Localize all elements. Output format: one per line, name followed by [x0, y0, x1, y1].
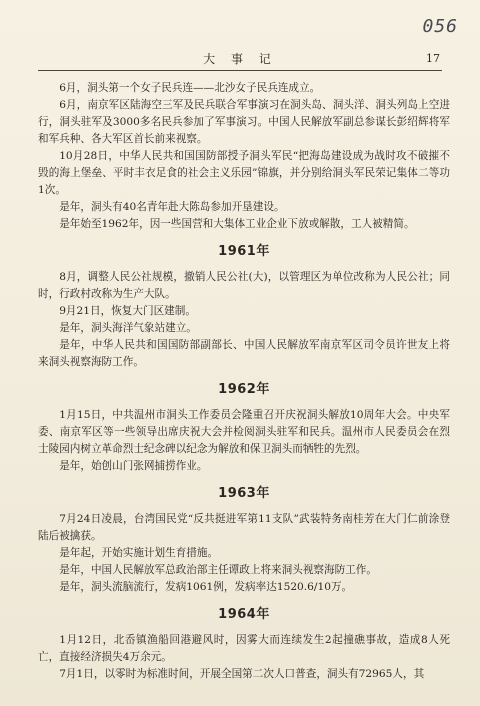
entry-paragraph: 是年，始创山门张网捕捞作业。: [59, 460, 208, 472]
entry-paragraph: 是年起，开始实施计划生育措施。: [59, 547, 219, 559]
entry-paragraph: 10月28日，中华人民共和国国防部授予洞头军民“把海岛建设成为战时攻不破摧不毁的海上堡垒、平时丰衣足食的社会主义乐园”锦旗，并分别给洞头军民荣记集体二等功1次。: [38, 150, 450, 196]
handwritten-page-stamp: 056: [422, 16, 458, 37]
entry-paragraph: 9月21日，恢复大门区建制。: [59, 305, 196, 317]
entry-paragraph: 1月12日，北岙镇渔船回港避风时，因雾大而连续发生2起撞礁事故，造成8人死亡，直接经济损失4万余元。: [38, 634, 450, 663]
running-header: [38, 48, 442, 71]
section-1963: [38, 485, 450, 596]
entry-paragraph: 6月，洞头第一个女子民兵连——北沙女子民兵连成立。: [59, 82, 321, 94]
section-1961: [38, 243, 450, 371]
year-heading: 1961年: [218, 244, 270, 259]
year-heading: 1962年: [218, 382, 270, 397]
entry-paragraph: 6月，南京军区陆海空三军及民兵联合军事演习在洞头岛、洞头洋、洞头列岛上空进行，洞头驻军及3000多名民兵参加了军事演习。中国人民解放军副总参谋长彭绍辉将军和军兵种、各大军区首长前来视察。: [38, 99, 450, 145]
entry-paragraph: 是年始至1962年，因一些国营和大集体工业企业下放或解散，工人被精简。: [59, 218, 415, 230]
year-heading: 1963年: [218, 486, 270, 501]
entry-paragraph: 是年，洞头流脑流行，发病1061例，发病率达1520.6/10万。: [59, 581, 353, 593]
entry-paragraph: 是年，洞头有40名青年赴大陈岛参加开垦建设。: [59, 201, 285, 213]
section-1962: [38, 381, 450, 475]
section-1964: [38, 606, 450, 683]
section-continued: [38, 80, 450, 233]
entry-paragraph: 8月，调整人民公社规模，撤销人民公社(大)，以管理区为单位改称为人民公社；同时，行政村改称为生产大队。: [38, 271, 450, 300]
page-number: 17: [426, 52, 440, 65]
entry-paragraph: 是年，中国人民解放军总政治部主任谭政上将来洞头视察海防工作。: [59, 564, 377, 576]
entry-paragraph: 是年，中华人民共和国国防部副部长、中国人民解放军南京军区司令员许世友上将来洞头视察海防工作。: [38, 339, 450, 368]
entry-paragraph: 7月1日，以零时为标准时间，开展全国第二次人口普查，洞头有72965人，其: [59, 668, 425, 680]
entry-paragraph: 是年，洞头海洋气象站建立。: [59, 322, 197, 334]
document-body: [38, 80, 450, 683]
entry-paragraph: 1月15日，中共温州市洞头工作委员会隆重召开庆祝洞头解放10周年大会。中央军委、南京军区等一些领导出席庆祝大会并检阅洞头驻军和民兵。温州市人民委员会在烈士陵园内树立革命烈士纪念碑以纪念为解放和保卫洞头而牺牲的先烈。: [38, 409, 450, 455]
year-heading: 1964年: [218, 607, 270, 622]
running-header-title: 大 事 记: [203, 52, 277, 66]
entry-paragraph: 7月24日凌晨，台湾国民党“反共挺进军第11支队”武装特务南桂芳在大门仁前涂登陆后被擒获。: [38, 513, 450, 542]
